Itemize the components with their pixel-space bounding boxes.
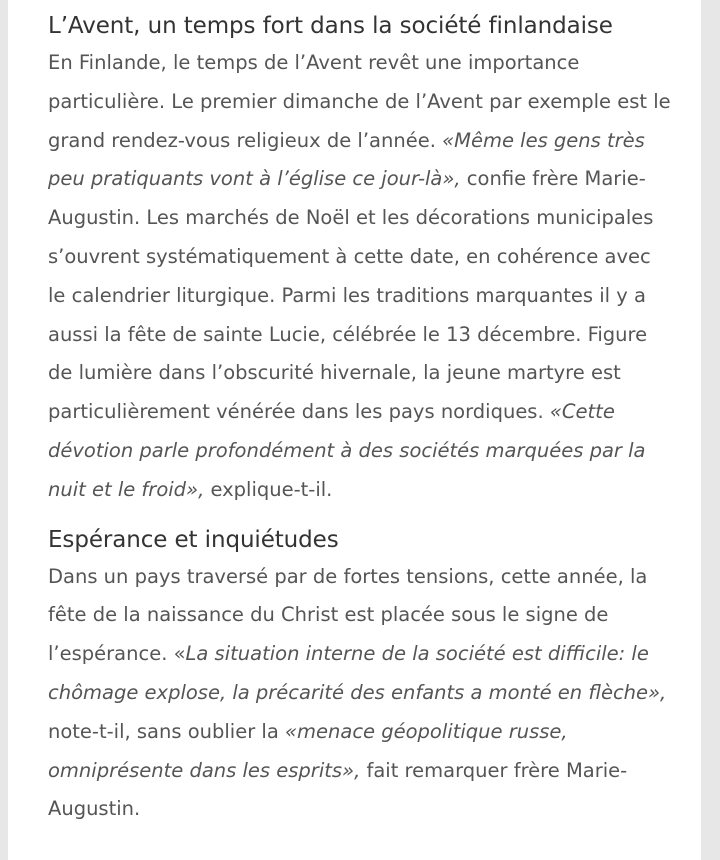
text-line [48,635,673,674]
body-text: particulière. Le premier dimanche de l’Avent par exemple est le [48,89,671,113]
text-line [48,713,673,752]
section-heading-esperance: Espérance et inquiétudes [48,526,339,553]
body-text: Augustin. [48,797,141,821]
quote-text: «menace géopolitique russe, [285,719,568,743]
text-line [48,596,673,635]
body-text: explique-t-il. [204,477,333,501]
section-paragraph-avent [48,44,673,510]
text-line [48,122,673,161]
body-text: fait remarquer frère Marie- [360,758,628,782]
quote-text: «Même les gens très [442,128,645,152]
body-text: fête de la naissance du Christ est placée sous le signe de [48,603,609,627]
quote-text: La situation interne de la société est difficile: le [185,642,649,666]
body-text: de lumière dans l’obscurité hivernale, la jeune martyre est [48,361,621,385]
text-line [48,199,673,238]
text-line [48,354,673,393]
quote-text: peu pratiquants vont à l’église ce jour-là», [48,167,461,191]
text-line [48,558,673,597]
section-divider-space [48,510,673,522]
text-line [48,160,673,199]
body-text: aussi la fête de sainte Lucie, célébrée le 13 décembre. Figure [48,322,648,346]
body-text: Augustin. Les marchés de Noël et les décorations municipales [48,206,654,230]
body-text: particulièrement vénérée dans les pays nordiques. [48,400,550,424]
text-line [48,44,673,83]
body-text: confie frère Marie- [460,167,646,191]
text-line [48,432,673,471]
section-heading-avent: L’Avent, un temps fort dans la société finlandaise [48,13,613,39]
quote-text: «Cette [549,400,615,424]
text-line [48,393,673,432]
text-line [48,790,673,829]
body-text: l’espérance. « [48,642,186,666]
text-line [48,316,673,355]
text-line [48,752,673,791]
quote-text: chômage explose, la précarité des enfants a monté en flèche», [48,680,667,704]
text-line [48,674,673,713]
body-text: grand rendez-vous religieux de l’année. [48,128,443,152]
body-text: Dans un pays traversé par de fortes tensions, cette année, la [48,564,648,588]
text-line [48,238,673,277]
article-content [48,8,673,829]
body-text: note-t-il, sans oublier la [48,719,285,743]
body-text: s’ouvrent systématiquement à cette date, en cohérence avec [48,244,651,268]
article-page [8,0,701,860]
quote-text: dévotion parle profondément à des sociétés marquées par la [48,438,646,462]
text-line [48,471,673,510]
body-text: le calendrier liturgique. Parmi les traditions marquantes il y a [48,283,646,307]
quote-text: omniprésente dans les esprits», [48,758,361,782]
body-text: En Finlande, le temps de l’Avent revêt une importance [48,51,580,74]
quote-text: nuit et le froid», [48,477,205,501]
text-line [48,277,673,316]
section-paragraph-esperance [48,558,673,830]
text-line [48,83,673,122]
